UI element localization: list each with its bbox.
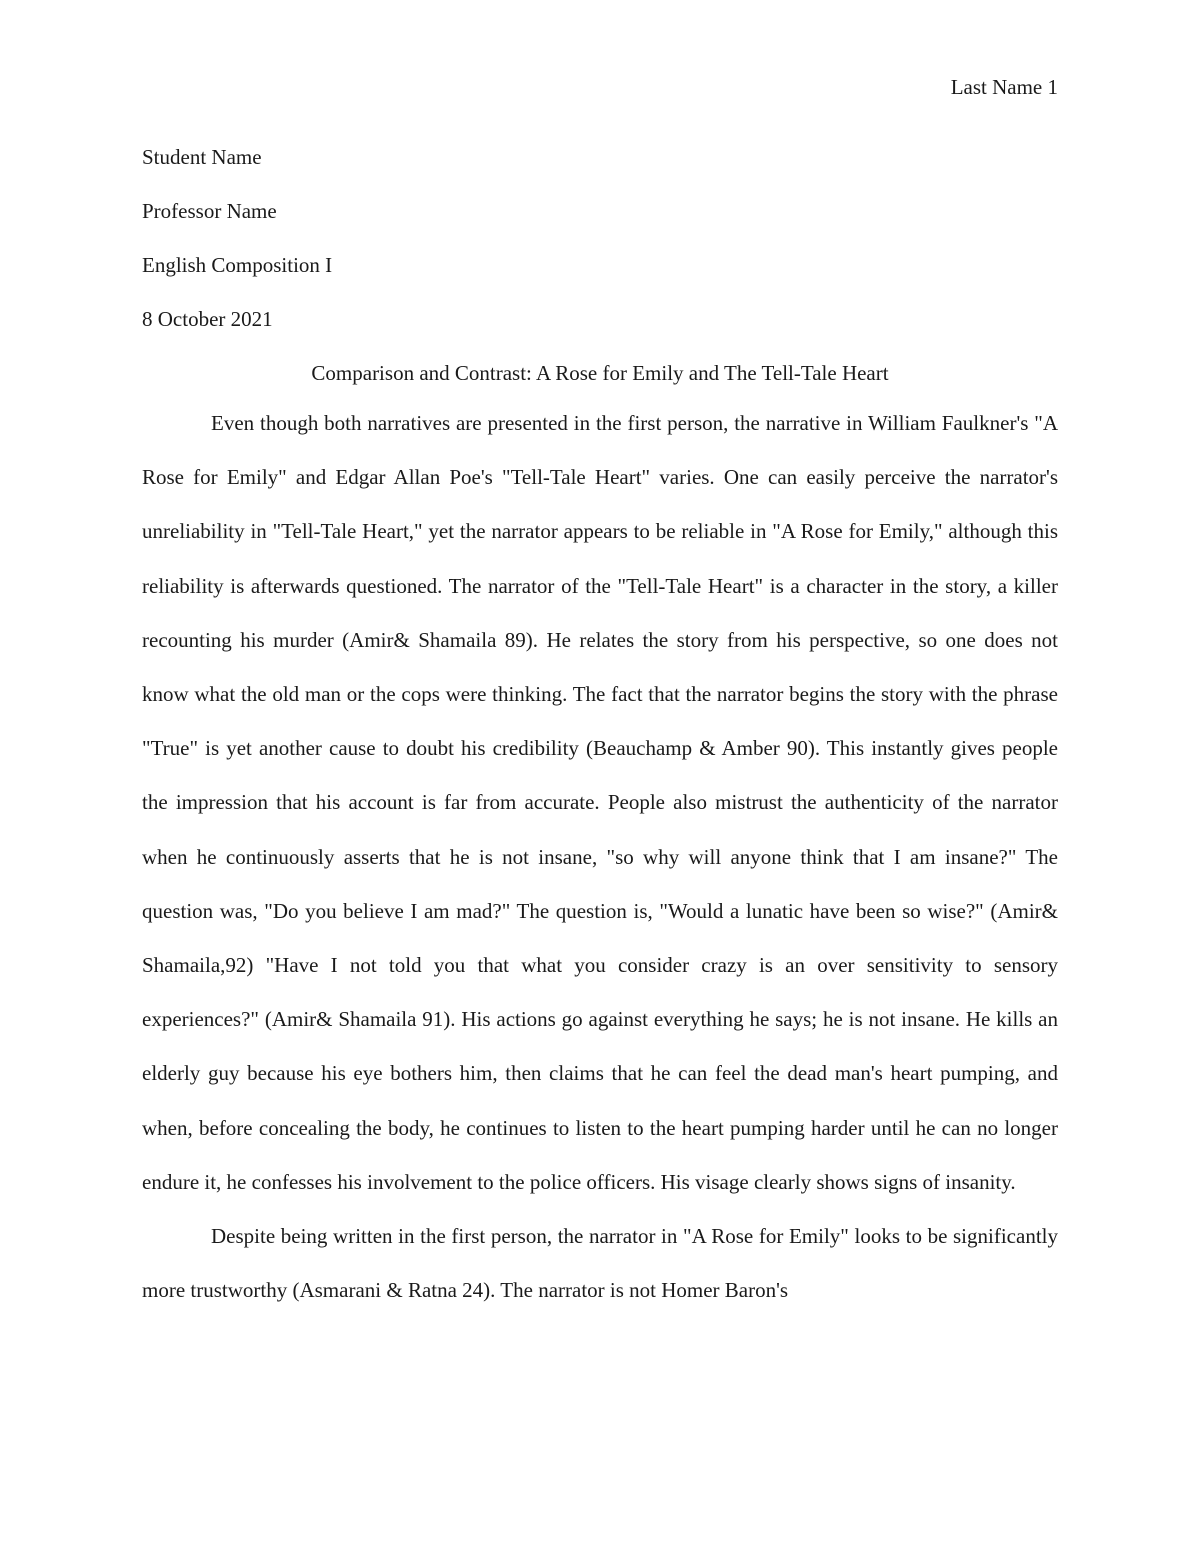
essay-title: Comparison and Contrast: A Rose for Emily and The Tell-Tale Heart bbox=[311, 361, 889, 385]
mla-heading bbox=[142, 144, 1058, 360]
running-head: Last Name 1 bbox=[950, 75, 1058, 99]
essay-body bbox=[142, 396, 1058, 1317]
professor-name: Professor Name bbox=[142, 199, 277, 223]
essay-date: 8 October 2021 bbox=[142, 307, 273, 331]
paragraph-2: Despite being written in the first person, the narrator in "A Rose for Emily" looks to be significantly more trustworthy (Asmarani & Ratna 24). The narrator is not Homer Baron's bbox=[142, 1224, 1058, 1303]
course-name: English Composition I bbox=[142, 253, 333, 277]
student-name: Student Name bbox=[142, 145, 262, 169]
paragraph-1: Even though both narratives are presented in the first person, the narrative in William Faulkner's "A Rose for Emily" and Edgar Allan Poe's "Tell-Tale Heart" varies. One can easily perceive the narrator's unreliability in "Tell-Tale Heart," yet the narrator appears to be reliable in "A Rose for Emily," although this reliability is afterwards questioned. The narrator of the "Tell-Tale Heart" is a character in the story, a killer recounting his murder (Amir& Shamaila 89). He relates the story from his perspective, so one does not know what the old man or the cops were thinking. The fact that the narrator begins the story with the phrase "True" is yet another cause to doubt his credibility (Beauchamp & Amber 90). This instantly gives people the impression that his account is far from accurate. People also mistrust the authenticity of the narrator when he continuously asserts that he is not insane, "so why will anyone think that I am insane?" The question was, "Do you believe I am mad?" The question is, "Would a lunatic have been so wise?" (Amir& Shamaila,92) "Have I not told you that what you consider crazy is an over sensitivity to sensory experiences?" (Amir& Shamaila 91). His actions go against everything he says; he is not insane. He kills an elderly guy because his eye bothers him, then claims that he can feel the dead man's heart pumping, and when, before concealing the body, he continues to listen to the heart pumping harder until he can no longer endure it, he confesses his involvement to the police officers. His visage clearly shows signs of insanity. bbox=[142, 411, 1058, 1194]
